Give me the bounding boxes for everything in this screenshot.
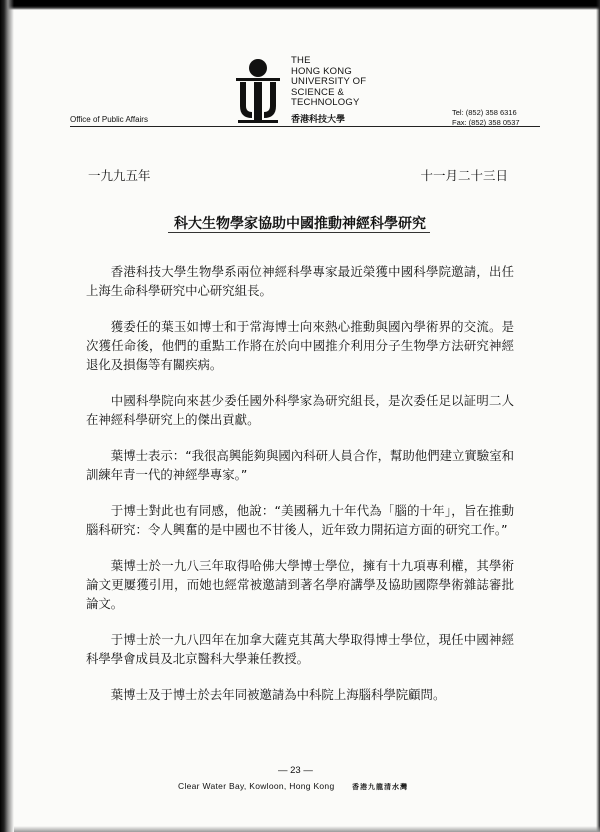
paragraph: 于博士於一九八四年在加拿大薩克其萬大學取得博士學位，現任中國神經科學學會成員及北京醫科大學兼任教授。 [86,632,514,666]
scan-edge-top [0,0,600,10]
university-name-chinese: 香港科技大學 [291,115,346,125]
paragraph: 香港科技大學生物學系兩位神經科學專家最近榮獲中國科學院邀請，出任上海生命科學研究中心研究組長。 [86,264,514,298]
logo-line: HONG KONG [291,65,352,77]
paragraph: 中國科學院向來甚少委任國外科學家為研究組長，是次委任足以証明二人在神經科學研究上的傑出貢獻。 [86,393,514,427]
page-number: — 23 — [278,765,313,776]
title-underline [168,232,430,233]
letterhead-divider [70,126,540,127]
paragraph: 葉博士表示：“我很高興能夠與國內科研人員合作，幫助他們建立實驗室和訓練年青一代的神經學專家。” [86,448,514,482]
paragraph: 葉博士於一九八三年取得哈佛大學博士學位，擁有十九項專利權，其學術論文更屢獲引用，而她也經常被邀請到著名學府講學及協助國際學術雜誌審批論文。 [86,558,514,611]
date-year: 一九九五年 [88,168,151,183]
hkust-logo-icon [236,58,280,124]
university-name [291,56,366,109]
paragraph: 于博士對此也有同感，他說：“美國稱九十年代為「腦的十年」，旨在推動腦科研究：令人興奮的是中國也不甘後人，近年致力開拓這方面的研究工作。” [86,503,514,537]
logo-line: TECHNOLOGY [291,97,360,108]
article-body [86,262,514,721]
footer-address: Clear Water Bay, Kowloon, Hong Kong [178,781,335,791]
office-label: Office of Public Affairs [70,115,148,124]
fax-number: Fax: (852) 358 0537 [452,118,520,127]
logo-line: UNIVERSITY OF [291,76,367,87]
page-title: 科大生物學家協助中國推動神經科學研究 [174,216,426,232]
scan-edge-left [0,0,14,832]
scan-edge-right [596,0,600,832]
logo-line: THE [291,55,311,66]
phone-number: Tel: (852) 358 6316 [452,108,517,117]
paragraph: 葉博士及于博士於去年同被邀請為中科院上海腦科學院顧問。 [110,687,446,702]
contact-info [452,108,520,128]
logo-line: SCIENCE & [291,86,345,98]
date-day: 十一月二十三日 [420,168,508,183]
footer-address-chinese: 香港九龍清水灣 [352,783,408,791]
paragraph: 獲委任的葉玉如博士和于常海博士向來熱心推動與國內學術界的交流。是次獲任命後，他們的重點工作將在於向中國推介利用分子生物學方法研究神經退化及損傷等有關疾病。 [86,319,514,372]
scan-edge-bottom [14,826,600,832]
